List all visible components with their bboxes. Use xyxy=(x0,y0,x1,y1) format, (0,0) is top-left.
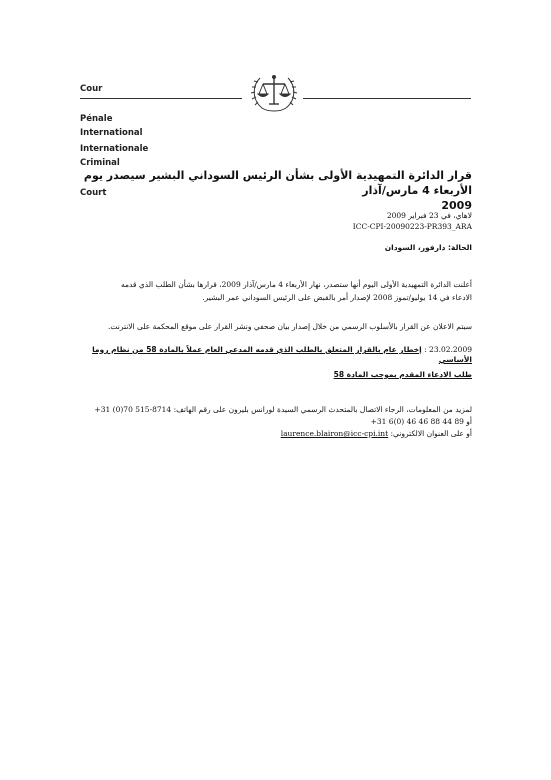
situation-label: الحالة: دارفور، السودان xyxy=(384,243,472,252)
header-divider-left xyxy=(80,98,242,99)
court-name-fr-line1: Cour xyxy=(80,84,103,94)
document-date: 23.02.2009 : xyxy=(424,345,472,354)
court-name-en-line2: Criminal xyxy=(80,158,120,168)
scales-of-justice-emblem-icon xyxy=(246,64,302,120)
court-name-fr-line2: Pénale xyxy=(80,114,113,124)
publication-paragraph: سيتم الاعلان عن القرار بالأسلوب الرسمي من خلال إصدار بيان صحفي ونشر القرار على موقع المحكمة على الانترنت. xyxy=(107,322,472,331)
title-line2: 2009 xyxy=(441,199,472,212)
court-name-en-line3: Court xyxy=(80,188,107,198)
email-label: أو على العنوان الالكتروني: xyxy=(390,429,472,438)
para1-line1: أعلنت الدائرة التمهيدية الأولى اليوم أنها ستصدر، نهار الأربعاء 4 مارس/آذار 2009، قرارها بشأن الطلب الذي قدمه xyxy=(120,280,472,289)
para1-line2: الادعاء في 14 يوليو/تموز 2008 لإصدار أمر بالقبض على الرئيس السوداني عمر البشير. xyxy=(202,293,472,302)
related-document-1 xyxy=(60,345,472,365)
court-name-fr-line3: Internationale xyxy=(80,144,149,154)
related-document-2 xyxy=(60,370,472,380)
place-date: لاهاي، في 23 فبراير 2009 xyxy=(386,211,472,220)
contact-line1: لمزيد من المعلومات، الرجاء الاتصال بالمتحدث الرسمي السيدة لورانس بليرون على رقم الهاتف: 8714-515 70(0) 31+ xyxy=(94,405,472,414)
court-name-en-line1: International xyxy=(80,128,143,138)
reference-number: ICC-CPI-20090223-PR393_ARA xyxy=(352,222,472,231)
public-notice-link[interactable]: إخطار عام بالقرار المتعلق بالطلب الذي قدمه المدعي العام عملاً بالمادة 58 من نظام روما الأساسي xyxy=(92,345,472,364)
contact-line2: أو 89 44 88 46 46 (0)6 31+ xyxy=(370,417,472,426)
email-link[interactable]: laurence.blairon@icc-cpi.int xyxy=(280,429,389,438)
press-release-title xyxy=(60,168,472,213)
announcement-paragraph xyxy=(60,280,472,303)
contact-line3 xyxy=(60,429,472,439)
prosecution-application-link[interactable]: طلب الادعاء المقدم بموجب المادة 58 xyxy=(333,370,472,379)
header-divider-right xyxy=(303,98,471,99)
title-line1: قرار الدائرة التمهيدية الأولى بشأن الرئيس السوداني البشير سيصدر يوم الأربعاء 4 مارس/آذار xyxy=(83,169,472,197)
contact-info xyxy=(60,405,472,439)
